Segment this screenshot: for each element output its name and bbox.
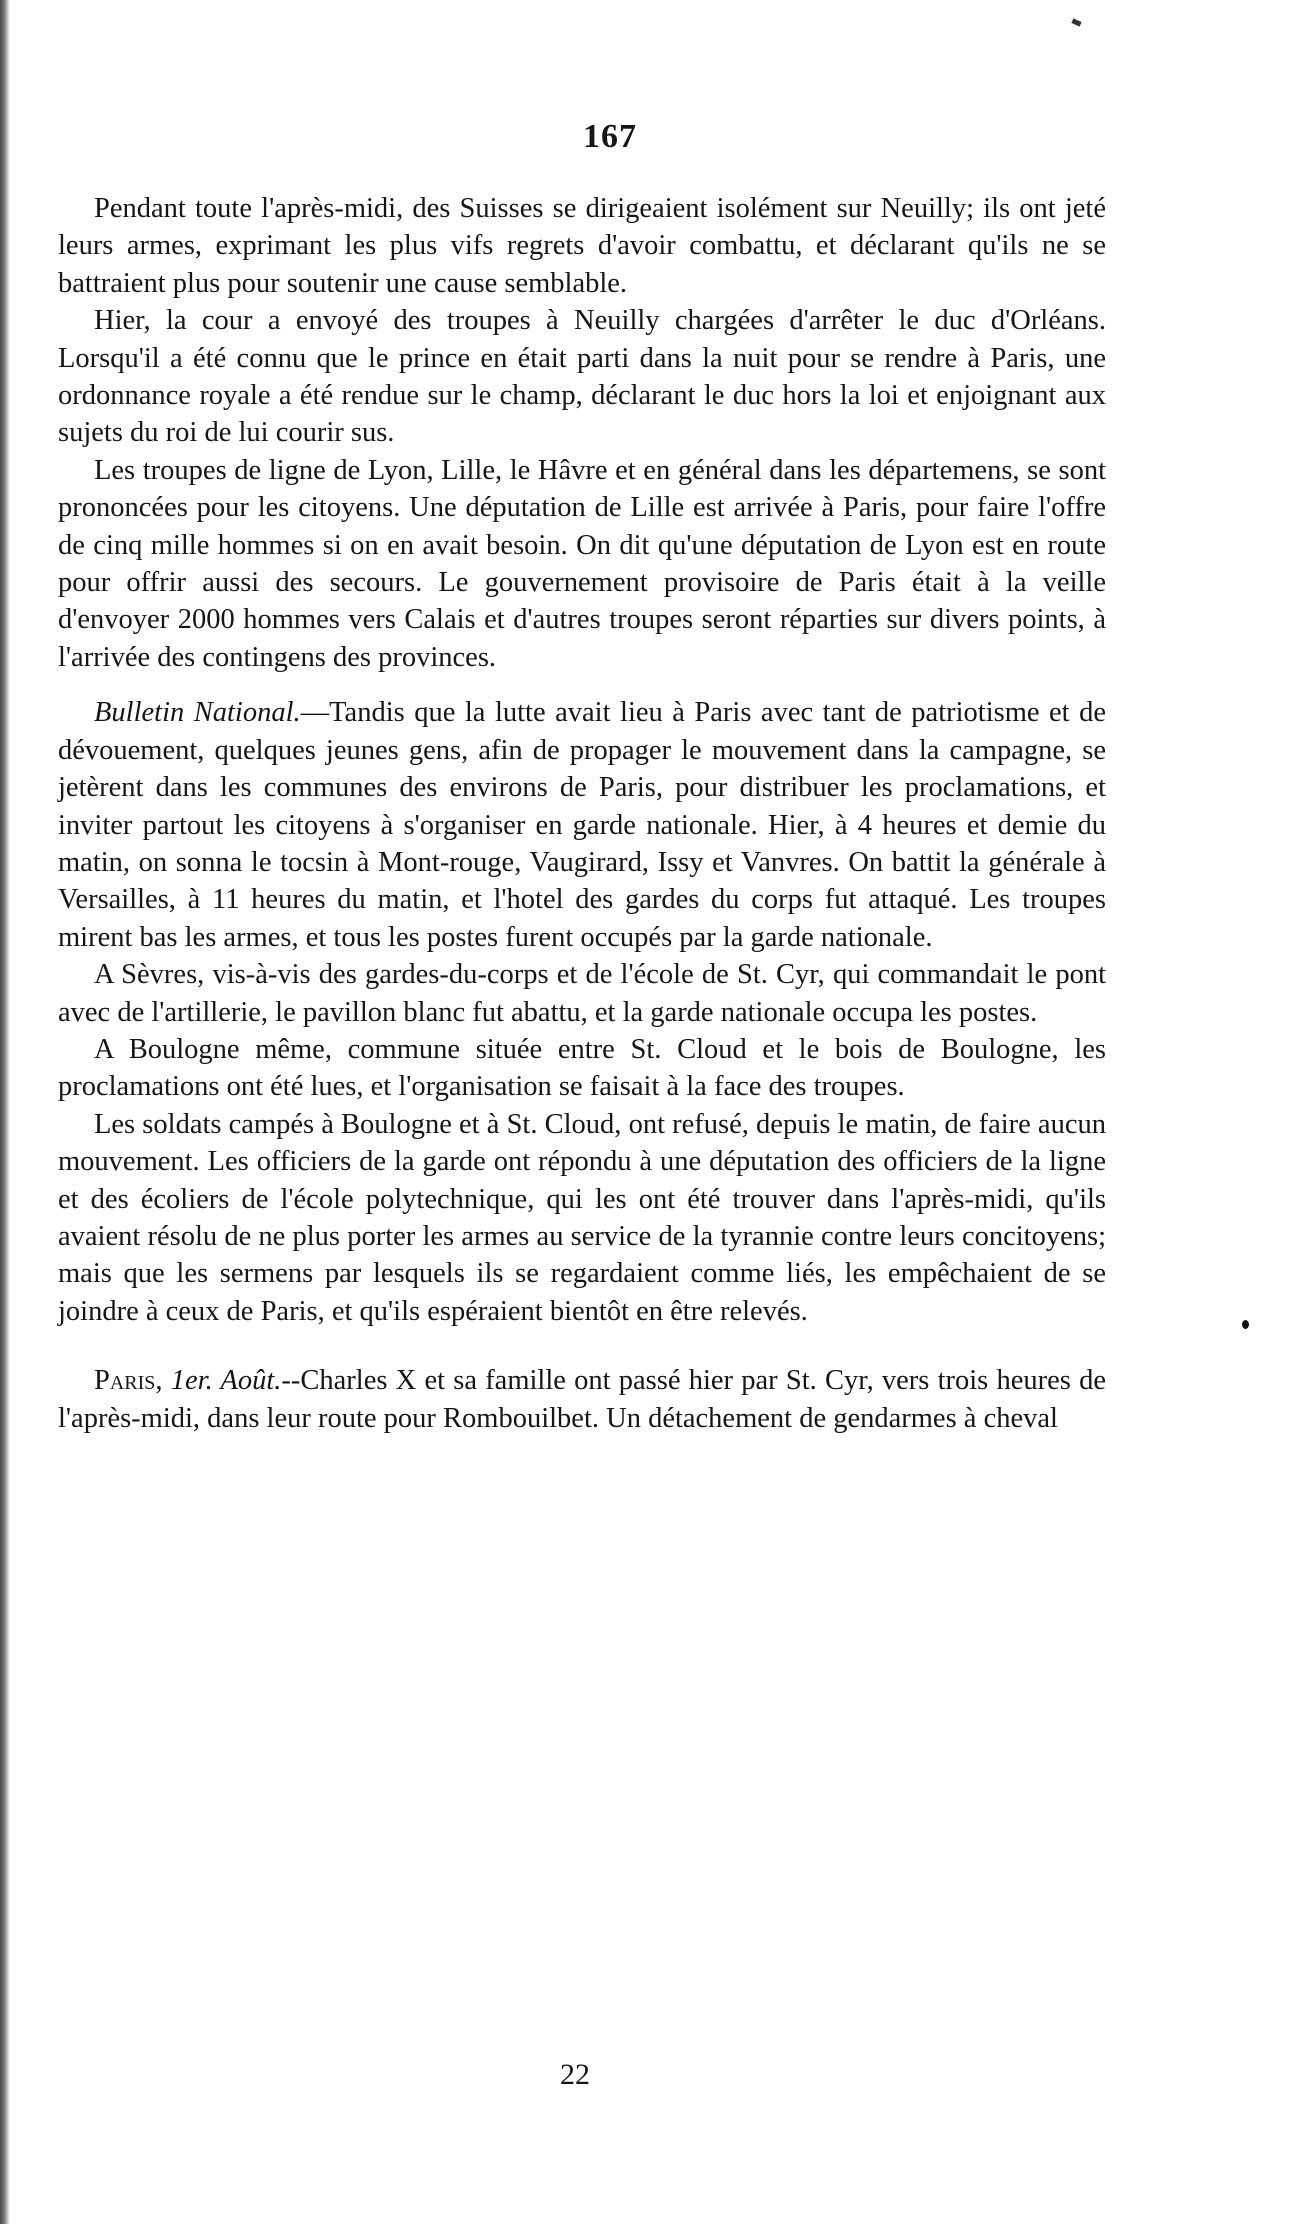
ink-speck	[1242, 1320, 1249, 1329]
paragraph-boulogne	[58, 1031, 1106, 1106]
paragraph-text: Les troupes de ligne de Lyon, Lille, le Hâvre et en général dans les départemens, se sont prononcées pour les citoyens. Une députation de Lille est arrivée à Paris, pour faire l'offre de cinq mille hommes si on en avait besoin. On dit qu'une députation de Lyon est en route pour offrir aussi des secours. Le gouvernement provisoire de Paris était à la veille d'envoyer 2000 hommes vers Calais et d'autres troupes seront réparties sur divers points, à l'arrivée des contingens des provinces.	[58, 454, 1106, 673]
paragraph-text: —Tandis que la lutte avait lieu à Paris avec tant de patriotisme et de dévouement, quelques jeunes gens, afin de propager le mouvement dans la campagne, se jetèrent dans les communes des environs de Paris, pour distribuer les proclamations, et inviter partout les citoyens à s'organiser en garde nationale. Hier, à 4 heures et demie du matin, on sonna le tocsin à Mont-rouge, Vaugirard, Issy et Vanvres. On battit la générale à Versailles, à 11 heures du matin, et l'hotel des gardes du corps fut attaqué. Les troupes mirent bas les armes, et tous les postes furent occupés par la garde nationale.	[58, 697, 1107, 953]
paragraph-bulletin-national	[58, 694, 1106, 956]
paragraph-text: A Boulogne même, commune située entre St. Cloud et le bois de Boulogne, les proclamations ont été lues, et l'organisation se faisait à la face des troupes.	[58, 1033, 1106, 1103]
dateline-place: Paris,	[94, 1365, 163, 1397]
paragraph-neuilly	[58, 302, 1106, 452]
paragraph-soldats	[58, 1106, 1106, 1330]
paragraph-text: Les soldats campés à Boulogne et à St. Cloud, ont refusé, depuis le matin, de faire aucun mouvement. Les officiers de la garde ont répondu à une députation des officiers de la ligne et des écoliers de l'école polytechnique, qui les ont été trouver dans l'après-midi, qu'ils avaient résolu de ne plus porter les armes au service de la tyrannie contre leurs concitoyens; mais que les sermens par lesquels ils se regardaient comme liés, les empêchaient de se joindre à ceux de Paris, et qu'ils espéraient bientôt en être relevés.	[58, 1108, 1106, 1327]
paragraph-troupes-de-ligne	[58, 452, 1106, 676]
paragraph-text: A Sèvres, vis-à-vis des gardes-du-corps et de l'école de St. Cyr, qui commandait le pont avec de l'artillerie, le pavillon blanc fut abattu, et la garde nationale occupa les postes.	[58, 959, 1106, 1028]
paragraph-suisses	[58, 190, 1106, 302]
paragraph-text: --Charles X et sa famille ont passé hier par St. Cyr, vers trois heures de l'après-midi, dans leur route pour Rombouilbet. Un détachement de gendarmes à cheval	[58, 1365, 1106, 1434]
ink-mark	[1071, 18, 1081, 26]
paragraph-paris-dateline	[58, 1362, 1106, 1437]
dateline-date: 1er. Août.	[170, 1365, 282, 1397]
text-column	[58, 190, 1106, 1437]
paragraph-lead: Bulletin National.	[94, 697, 301, 729]
paragraph-text: Hier, la cour a envoyé des troupes à Neuilly chargées d'arrêter le duc d'Orléans. Lorsqu'il a été connu que le prince en était parti dans la nuit pour se rendre à Paris, une ordonnance royale a été rendue sur le champ, déclarant le duc hors la loi et enjoignant aux sujets du roi de lui courir sus.	[58, 305, 1106, 449]
signature-mark: 22	[560, 2058, 590, 2091]
paragraph-sevres	[58, 956, 1106, 1031]
paragraph-text: Pendant toute l'après-midi, des Suisses se dirigeaient isolément sur Neuilly; ils ont jeté leurs armes, exprimant les plus vifs regrets d'avoir combattu, et déclarant qu'ils ne se battraient plus pour soutenir une cause semblable.	[58, 193, 1106, 299]
page-number: 167	[583, 118, 637, 155]
binding-shadow	[0, 0, 10, 2224]
